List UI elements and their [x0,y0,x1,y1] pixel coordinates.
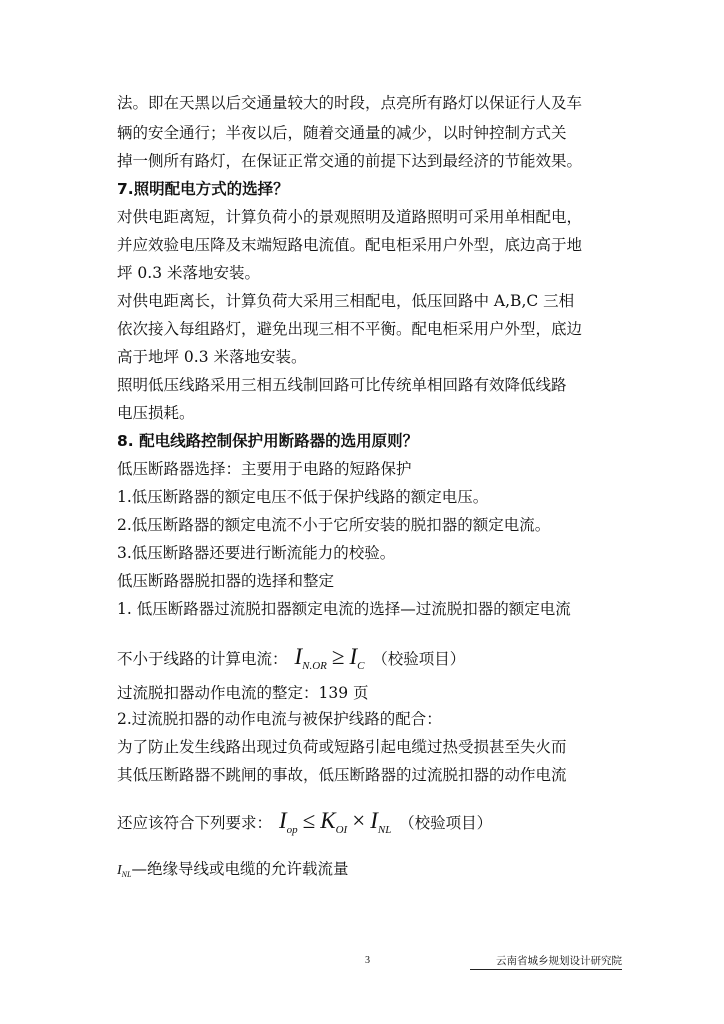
definition-symbol-main: I [117,863,122,878]
formula-line-1 [117,642,637,672]
paragraph-line: 照明低压线路采用三相五线制回路可比传统单相回路有效降低线路 [117,376,567,394]
formula-current-rating [294,644,370,672]
paragraph-line: 辆的安全通行；半夜以后，随着交通量的减少，以时钟控制方式关 [117,124,567,142]
paragraph-line: 其低压断路器不跳闸的事故，低压断路器的过流脱扣器的动作电流 [117,766,567,784]
paragraph-line: 电压损耗。 [117,404,195,422]
formula-operator: ≤ [302,808,316,833]
formula-symbol: I [278,808,287,833]
section-7-heading: 7.照明配电方式的选择？ [117,180,289,198]
formula-suffix: （校验项目） [372,650,466,668]
paragraph-line: 为了防止发生线路出现过负荷或短路引起电缆过热受损甚至失火而 [117,738,567,756]
paragraph-line: 法。即在天黑以后交通量较大的时段，点亮所有路灯以保证行人及车 [117,94,583,112]
formula-subscript: C [357,660,365,672]
definition-symbol [117,863,131,878]
paragraph-line: 掉一侧所有路灯，在保证正常交通的前提下达到最经济的节能效果。 [117,152,583,170]
paragraph-line: 对供电距离短，计算负荷小的景观照明及道路照明可采用单相配电， [117,208,583,226]
formula-subscript: NL [377,824,392,836]
formula-subscript: op [286,824,298,836]
paragraph-line: 并应效验电压降及末端短路电流值。配电柜采用户外型，底边高于地 [117,236,583,254]
formula-operator: ≥ [331,644,345,669]
list-item: 2.过流脱扣器的动作电流与被保护线路的配合： [117,710,442,728]
formula-symbol: I [349,644,358,669]
paragraph-line: 依次接入每组路灯，避免出现三相不平衡。配电柜采用户外型，底边 [117,320,583,338]
definition-symbol-sub: NL [121,870,132,879]
formula-subscript: OI [335,824,348,836]
paragraph-line: 过流脱扣器动作电流的整定：139 页 [117,684,369,702]
formula-subscript: N.OR [302,660,327,672]
list-item: 3.低压断路器还要进行断流能力的校验。 [117,544,396,562]
definition-line [117,858,637,886]
formula-symbol: K [320,808,336,833]
paragraph-line: 低压断路器脱扣器的选择和整定 [117,572,335,590]
formula-prefix: 不小于线路的计算电流： [117,650,288,668]
list-item: 1. 低压断路器过流脱扣器额定电流的选择—过流脱扣器的额定电流 [117,600,571,618]
formula-suffix: （校验项目） [399,814,493,832]
footer-organization: 云南省城乡规划设计研究院 [470,953,622,970]
formula-prefix: 还应该符合下列要求： [117,814,273,832]
formula-line-2 [117,806,637,836]
list-item: 1.低压断路器的额定电压不低于保护线路的额定电压。 [117,488,489,506]
paragraph-line: 低压断路器选择：主要用于电路的短路保护 [117,460,412,478]
paragraph-line: 坪 0.3 米落地安装。 [117,264,261,282]
formula-symbol: I [294,644,303,669]
definition-text: —绝缘导线或电缆的允许载流量 [131,860,349,878]
formula-symbol: I [370,808,378,833]
formula-operator: × [352,808,366,833]
page-number: 3 [365,955,370,966]
section-8-heading: 8. 配电线路控制保护用断路器的选用原则？ [117,432,419,450]
paragraph-line: 高于地坪 0.3 米落地安装。 [117,348,307,366]
formula-trip-current [278,808,397,836]
paragraph-line: 对供电距离长，计算负荷大采用三相配电，低压回路中 A,B,C 三相 [117,292,575,310]
list-item: 2.低压断路器的额定电流不小于它所安装的脱扣器的额定电流。 [117,516,551,534]
